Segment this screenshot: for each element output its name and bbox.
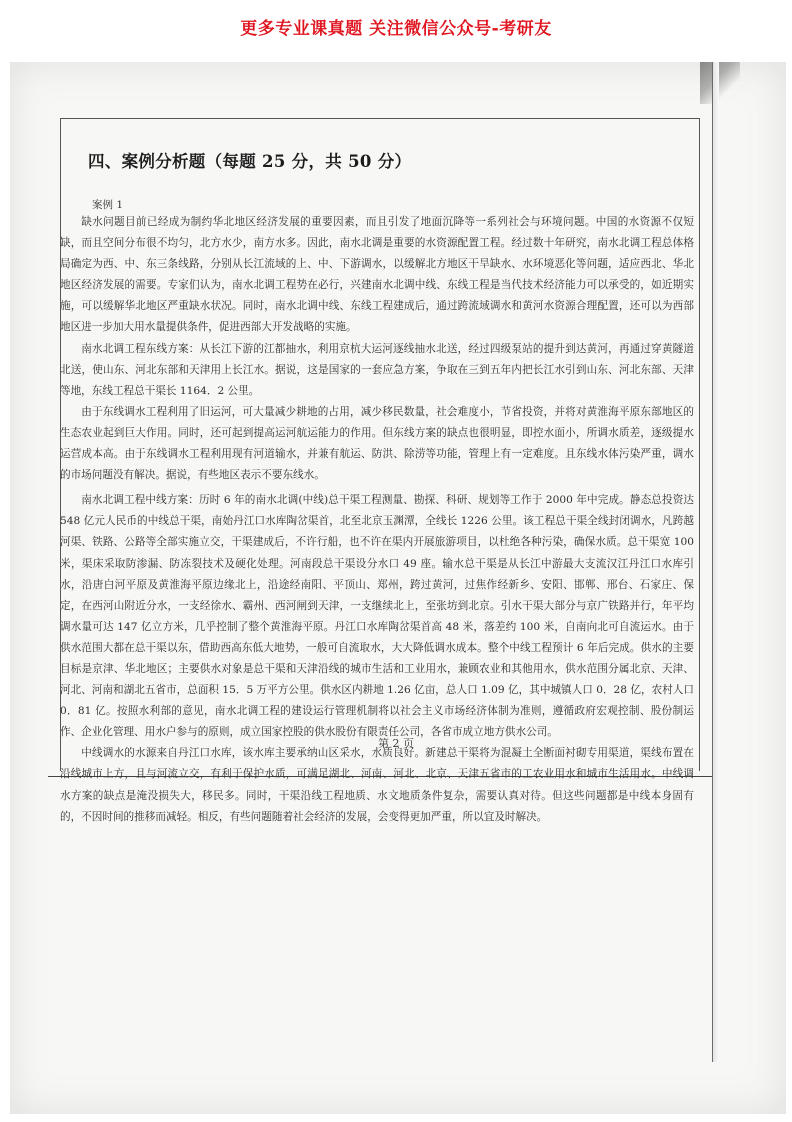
section-title-text: 四、案例分析题（每题 25 分，共 50 分）	[88, 152, 412, 171]
section-title	[88, 148, 411, 172]
page-edge	[712, 62, 719, 1062]
case-paragraph-1: 缺水问题目前已经成为制约华北地区经济发展的重要因素，而且引发了地面沉降等一系列社会与环境问题。中国的水资源不仅短缺，而且空间分布很不均匀，北方水少，南方水多。因此，南水北调是重要的水资源配置工程。经过数十年研究，南水北调工程总体格局确定为西、中、东三条线路，分别从长江流域的上、中、下游调水，以缓解北方地区干旱缺水、水环境恶化等问题，适应西北、华北地区经济发展的需要。专家们认为，南水北调工程势在必行，兴建南水北调中线、东线工程是当代技术经济能力可以承受的，如近期实施，可以缓解华北地区严重缺水状况。同时，南水北调中线、东线工程建成后，通过跨流域调水和黄河水资源合理配置，还可以为西部地区进一步加大用水量提供条件，促进西部大开发战略的实施。	[60, 216, 694, 334]
case-paragraph-5: 中线调水的水源来自丹江口水库，该水库主要承纳山区采水，水质良好。新建总干渠将为混凝土全断面衬砌专用渠道，渠线布置在沿线城市上方，且与河流立交，有利于保护水质，可满足湖北、河南、河北、北京、天津五省市的工农业用水和城市生活用水。中线调水方案的缺点是淹没损失大，移民多。同时，干渠沿线工程地质、水文地质条件复杂，需要认真对待。但这些问题都是中线本身固有的，不因时间的推移而减轻。相反，有些问题随着社会经济的发展，会变得更加严重，所以宜及时解决。	[60, 747, 694, 823]
page-corner-shadow	[700, 62, 740, 104]
case-paragraph-2: 南水北调工程东线方案：从长江下游的江都抽水，利用京杭大运河逐线抽水北送，经过四级泵站的提升到达黄河，再通过穿黄隧道北送，使山东、河北东部和天津用上长江水。据说，这是国家的一套应急方案，争取在三到五年内把长江水引到山东、河北东部、天津等地，东线工程总干渠长 1164．2 公里。	[60, 342, 694, 397]
promo-banner: 更多专业课真题 关注微信公众号-考研友	[240, 19, 552, 39]
case-paragraph-4: 南水北调工程中线方案：历时 6 年的南水北调(中线)总干渠工程测量、勘探、科研、规划等工作于 2000 年中完成。静态总投资达 548 亿元人民币的中线总干渠，南始丹江口水库陶岔渠首，北至北京玉渊潭，全线长 1226 公里。该工程总干渠全线封闭调水，凡跨越河渠、铁路、公路等全部实施立交，干渠建成后，不许行船，也不许在渠内开展旅游项目，以杜绝各种污染，确保水质。总干渠宽 100 米，渠床采取防渗漏、防冻裂技术及硬化处理。河南段总干渠设分水口 49 座。输水总干渠是从长江中游最大支流汉江丹江口水库引水，沿唐白河平原及黄淮海平原边缘北上，沿途经南阳、平顶山、郑州，跨过黄河，过焦作经新乡、安阳、邯郸、邢台、石家庄、保定，在西河山附近分水，一支经徐水、霸州、西河闸到天津，一支继续北上，至张坊到北京。引水干渠大部分与京广铁路并行，年平均调水量可达 147 亿立方米，几乎控制了整个黄淮海平原。丹江口水库陶岔渠首高 48 米，落差约 100 米，自南向北可自流运水。由于供水范围大都在总干渠以东，借助西高东低大地势，一般可自流取水，大大降低调水成本。整个中线工程预计 6 年后完成。供水的主要目标是京津、华北地区；主要供水对象是总干渠和天津沿线的城市生活和工业用水，兼顾农业和其他用水，供水范围分属北京、天津、河北、河南和湖北五省市，总面积 15．5 万平方公里。供水区内耕地 1.26 亿亩，总人口 1.09 亿，其中城镇人口 0．28 亿，农村人口 0．81 亿。按照水利部的意见，南水北调工程的建设运行管理机制将以社会主义市场经济体制为准则，遵循政府宏观控制、股份制运作、企业化管理、用水户参与的原则，成立国家控股的供水股份有限责任公司，各省市成立地方供水公司。	[60, 494, 694, 739]
case-paragraph-3: 由于东线调水工程利用了旧运河，可大量减少耕地的占用，减少移民数量，社会难度小，节省投资，并将对黄淮海平原东部地区的生态农业起到巨大作用。同时，还可起到提高运河航运能力的作用。但东线方案的缺点也很明显，即控水面小，所调水质差，逐级提水运营成本高。由于东线调水工程利用现有河道输水，并兼有航运、防洪、除涝等功能，管理上有一定难度。且东线水体污染严重，调水的市场问题没有解决。据说，有些地区表示不要东线水。	[60, 405, 694, 482]
case-label: 案例 1	[92, 199, 124, 211]
page-number: 第 2 页	[378, 737, 414, 750]
